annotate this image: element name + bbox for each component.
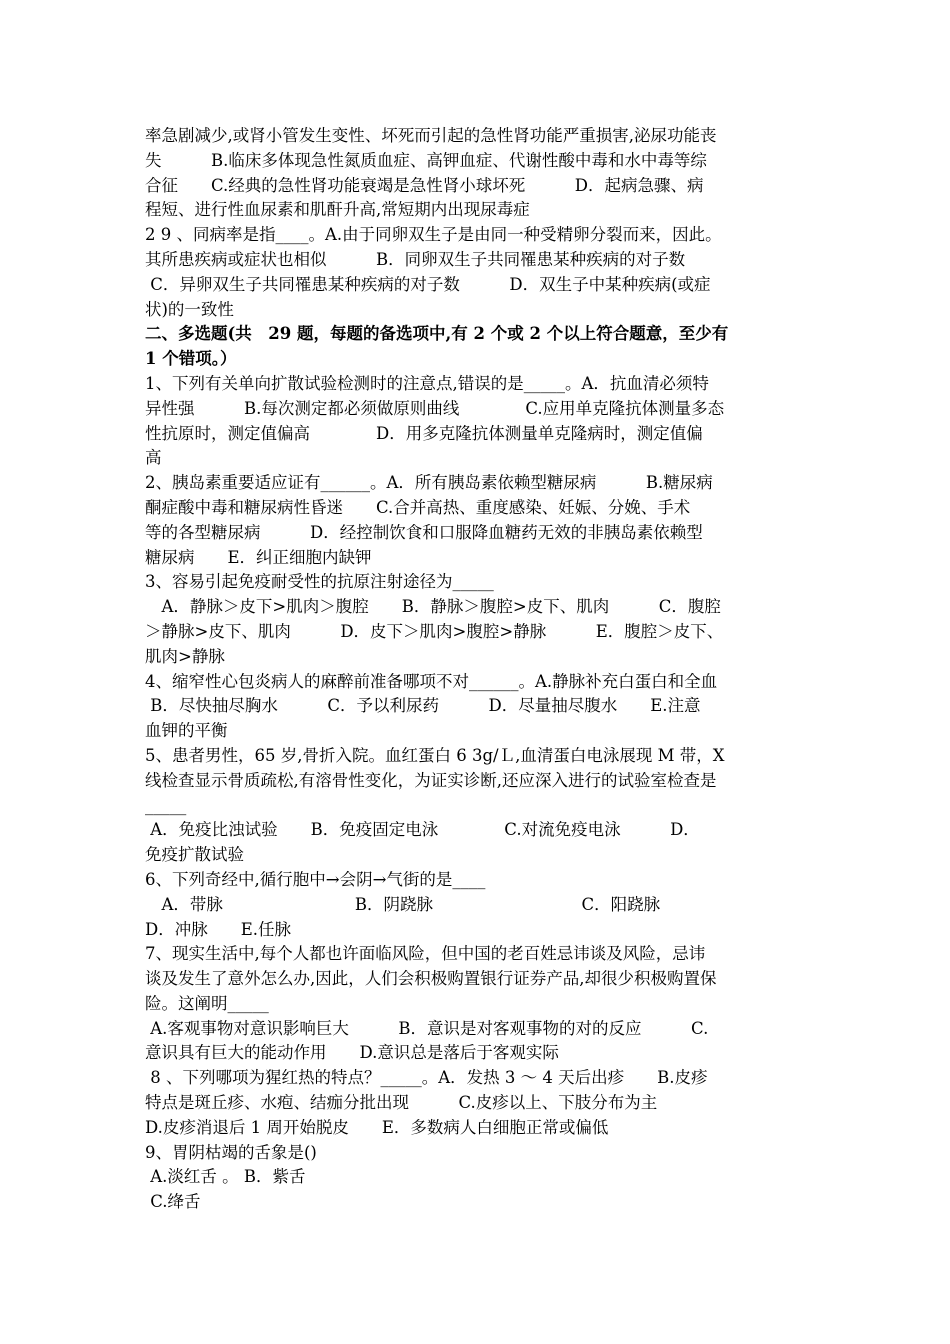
section-heading-line: 1 个错项。）	[145, 349, 237, 369]
text-line: 等的各型糖尿病 D．经控制饮食和口服降血糖药无效的非胰岛素依赖型	[145, 522, 703, 542]
text-line: B．尽快抽尽胸水 C．予以利尿药 D．尽量抽尽腹水 E.注意	[145, 696, 701, 716]
text-line: 性抗原时，测定值偏高 D．用多克隆抗体测量单克隆病时，测定值偏	[145, 423, 703, 443]
text-line: 1、下列有关单向扩散试验检测时的注意点,错误的是_____。A．抗血清必须特	[145, 373, 709, 393]
text-line: 程短、进行性血尿素和肌酐升高,常短期内出现尿毒症	[145, 200, 530, 220]
text-line: 7、现实生活中,每个人都也许面临风险，但中国的老百姓忌讳谈及风险，忌讳	[145, 944, 706, 964]
text-line: 2 9 、同病率是指____。A.由于同卵双生子是由同一种受精卵分裂而来，因此。	[145, 225, 722, 245]
text-line: 意识具有巨大的能动作用 D.意识总是落后于客观实际	[145, 1043, 559, 1063]
text-line: 高	[145, 448, 162, 468]
text-line: 糖尿病 E．纠正细胞内缺钾	[145, 547, 372, 567]
text-line: 异性强 B.每次测定都必须做原则曲线 C.应用单克隆抗体测量多态	[145, 398, 725, 418]
text-line: 9、胃阴枯竭的舌象是()	[145, 1142, 317, 1162]
text-line: A．静脉＞皮下>肌肉＞腹腔 B．静脉＞腹腔>皮下、肌肉 C．腹腔	[145, 597, 721, 617]
text-line: 6、下列奇经中,循行胞中→会阴→气街的是____	[145, 869, 486, 889]
text-line: 2、胰岛素重要适应证有______。A．所有胰岛素依赖型糖尿病 B.糖尿病	[145, 473, 713, 493]
text-line: ＞静脉>皮下、肌肉 D．皮下＞肌肉>腹腔>静脉 E．腹腔＞皮下、	[145, 621, 724, 641]
text-line: A.淡红舌 。 B．紫舌	[145, 1167, 306, 1187]
text-line: 5、患者男性，65 岁,骨折入院。血红蛋白 6 3g/Ｌ,血清蛋白电泳展现 M 带，X	[145, 745, 725, 765]
document-body	[145, 124, 810, 1215]
text-line: A．带脉 B．阴跷脉 C．阳跷脉	[145, 894, 661, 914]
text-line: 险。这阐明_____	[145, 993, 269, 1013]
text-line: 8 、下列哪项为猩红热的特点？_____。A．发热 3 ～ 4 天后出疹 B.皮疹	[145, 1068, 708, 1088]
text-line: 免疫扩散试验	[145, 845, 244, 865]
section-heading-line: 二、多选题(共 29 题，每题的备选项中,有 2 个或 2 个以上符合题意，至少有	[145, 324, 729, 344]
text-line: D.皮疹消退后 1 周开始脱皮 E．多数病人白细胞正常或偏低	[145, 1117, 609, 1137]
text-line: 谈及发生了意外怎么办,因此，人们会积极购置银行证券产品,却很少积极购置保	[145, 969, 717, 989]
text-line: C.绛舌	[145, 1192, 201, 1212]
text-line: 线检查显示骨质疏松,有溶骨性变化，为证实诊断,还应深入进行的试验室检查是	[145, 770, 717, 790]
text-line: 失 B.临床多体现急性氮质血症、高钾血症、代谢性酸中毒和水中毒等综	[145, 150, 707, 170]
text-line: 3、容易引起免疫耐受性的抗原注射途径为_____	[145, 572, 494, 592]
text-line: 状)的一致性	[145, 299, 234, 319]
text-line: 肌肉>静脉	[145, 646, 225, 666]
text-line: D．冲脉 E.任脉	[145, 919, 292, 939]
text-line: C．异卵双生子共同罹患某种疾病的对子数 D．双生子中某种疾病(或症	[145, 274, 711, 294]
text-line: A．免疫比浊试验 B．免疫固定电泳 C.对流免疫电泳 D．	[145, 820, 700, 840]
text-line: 酮症酸中毒和糖尿病性昏迷 C.合并高热、重度感染、妊娠、分娩、手术	[145, 497, 691, 517]
text-line: 血钾的平衡	[145, 721, 228, 741]
text-line: 合征 C.经典的急性肾功能衰竭是急性肾小球坏死 D．起病急骤、病	[145, 175, 704, 195]
text-line: A.客观事物对意识影响巨大 B．意识是对客观事物的对的反应 C.	[145, 1018, 709, 1038]
text-line: _____	[145, 795, 187, 815]
text-line: 其所患疾病或症状也相似 B．同卵双生子共同罹患某种疾病的对子数	[145, 249, 686, 269]
text-line: 4、缩窄性心包炎病人的麻醉前准备哪项不对______。A.静脉补充白蛋白和全血	[145, 671, 718, 691]
text-line: 特点是斑丘疹、水疱、结痂分批出现 C.皮疹以上、下肢分布为主	[145, 1093, 658, 1113]
text-line: 率急剧减少,或肾小管发生变性、坏死而引起的急性肾功能严重损害,泌尿功能丧	[145, 126, 717, 145]
